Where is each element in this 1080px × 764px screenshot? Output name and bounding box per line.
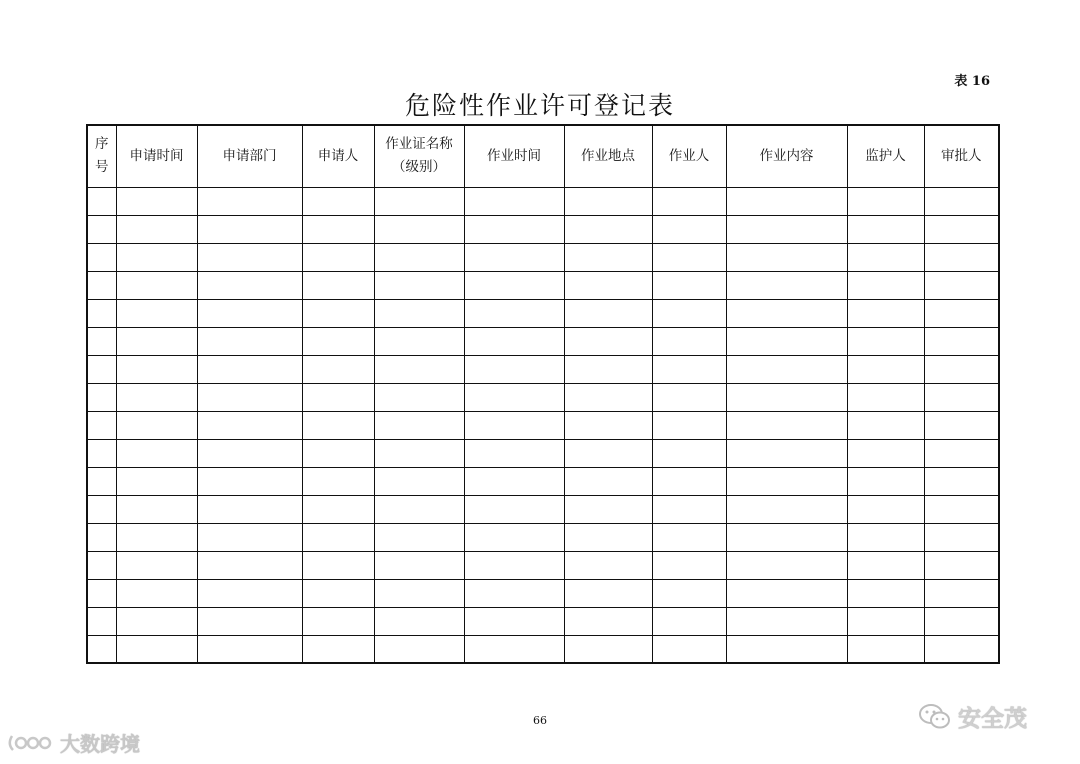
watermark-left	[8, 728, 140, 757]
cell-work-location	[564, 383, 652, 411]
cell-approver	[924, 355, 999, 383]
cell-applicant	[302, 495, 374, 523]
cell-applicant	[302, 579, 374, 607]
cell-work-content	[726, 523, 847, 551]
cell-permit-name	[374, 411, 464, 439]
cell-worker	[652, 579, 726, 607]
cell-seq	[87, 327, 116, 355]
cell-work-time	[464, 299, 564, 327]
cell-apply-dept	[197, 327, 302, 355]
cell-work-time	[464, 383, 564, 411]
cell-supervisor	[847, 635, 924, 663]
cell-work-time	[464, 495, 564, 523]
cell-work-time	[464, 439, 564, 467]
cell-work-content	[726, 355, 847, 383]
cell-work-location	[564, 271, 652, 299]
cell-work-location	[564, 607, 652, 635]
cell-seq	[87, 355, 116, 383]
cell-worker	[652, 299, 726, 327]
cell-worker	[652, 523, 726, 551]
cell-apply-dept	[197, 411, 302, 439]
cell-apply-time	[116, 411, 197, 439]
cell-applicant	[302, 551, 374, 579]
cell-work-time	[464, 271, 564, 299]
cell-supervisor	[847, 355, 924, 383]
cell-supervisor	[847, 607, 924, 635]
cell-permit-name	[374, 495, 464, 523]
cell-work-time	[464, 467, 564, 495]
watermark-right	[918, 700, 1027, 733]
header-worker: 作业人	[652, 125, 726, 187]
cell-approver	[924, 551, 999, 579]
cell-work-time	[464, 579, 564, 607]
cell-work-location	[564, 579, 652, 607]
table-body	[87, 187, 999, 663]
cell-worker	[652, 551, 726, 579]
cell-work-content	[726, 607, 847, 635]
cell-seq	[87, 411, 116, 439]
table-number: 表 16	[954, 74, 990, 89]
cell-permit-name	[374, 635, 464, 663]
hazardous-work-permit-table	[86, 124, 1000, 664]
cell-applicant	[302, 411, 374, 439]
cell-apply-time	[116, 243, 197, 271]
cell-apply-dept	[197, 215, 302, 243]
cell-seq	[87, 523, 116, 551]
table-row	[87, 607, 999, 635]
cell-work-location	[564, 635, 652, 663]
cell-apply-dept	[197, 355, 302, 383]
cell-seq	[87, 495, 116, 523]
cell-work-location	[564, 243, 652, 271]
cell-seq	[87, 187, 116, 215]
cell-work-location	[564, 411, 652, 439]
table-row	[87, 271, 999, 299]
cell-work-content	[726, 383, 847, 411]
header-supervisor: 监护人	[847, 125, 924, 187]
cell-work-content	[726, 551, 847, 579]
cell-apply-time	[116, 551, 197, 579]
table-row	[87, 495, 999, 523]
cell-apply-dept	[197, 271, 302, 299]
cell-approver	[924, 187, 999, 215]
cell-approver	[924, 439, 999, 467]
cell-apply-dept	[197, 551, 302, 579]
table-row	[87, 355, 999, 383]
cell-worker	[652, 411, 726, 439]
cell-supervisor	[847, 187, 924, 215]
cell-work-location	[564, 187, 652, 215]
cell-permit-name	[374, 439, 464, 467]
cell-approver	[924, 411, 999, 439]
cell-work-location	[564, 467, 652, 495]
table-row	[87, 187, 999, 215]
cell-supervisor	[847, 467, 924, 495]
cell-supervisor	[847, 579, 924, 607]
cell-work-time	[464, 355, 564, 383]
page-title: 危险性作业许可登记表	[404, 91, 675, 120]
cell-applicant	[302, 355, 374, 383]
header-permit-name	[374, 125, 464, 187]
cell-supervisor	[847, 551, 924, 579]
cell-permit-name	[374, 383, 464, 411]
cell-supervisor	[847, 327, 924, 355]
cell-supervisor	[847, 243, 924, 271]
cell-work-location	[564, 355, 652, 383]
cell-apply-dept	[197, 187, 302, 215]
cell-apply-time	[116, 523, 197, 551]
cell-seq	[87, 635, 116, 663]
table-row	[87, 523, 999, 551]
cell-work-content	[726, 467, 847, 495]
table-row	[87, 327, 999, 355]
cell-applicant	[302, 523, 374, 551]
table-row	[87, 635, 999, 663]
header-permit-name-line1: 作业证名称	[385, 136, 453, 153]
cell-work-content	[726, 187, 847, 215]
watermark-left-text: 大数跨境	[60, 732, 140, 756]
cell-worker	[652, 327, 726, 355]
cell-supervisor	[847, 411, 924, 439]
cell-worker	[652, 187, 726, 215]
cell-work-content	[726, 299, 847, 327]
header-approver: 审批人	[924, 125, 999, 187]
cell-seq	[87, 467, 116, 495]
cell-applicant	[302, 327, 374, 355]
cell-work-time	[464, 607, 564, 635]
header-apply-time: 申请时间	[116, 125, 197, 187]
cell-permit-name	[374, 271, 464, 299]
cell-supervisor	[847, 523, 924, 551]
cell-work-time	[464, 187, 564, 215]
cell-work-location	[564, 299, 652, 327]
cell-seq	[87, 579, 116, 607]
cell-apply-time	[116, 607, 197, 635]
cell-applicant	[302, 607, 374, 635]
cell-permit-name	[374, 523, 464, 551]
header-permit-name-line2: （级别）	[392, 159, 446, 176]
cell-work-content	[726, 271, 847, 299]
cell-work-time	[464, 523, 564, 551]
cell-worker	[652, 607, 726, 635]
cell-work-location	[564, 495, 652, 523]
table-row	[87, 439, 999, 467]
cell-permit-name	[374, 607, 464, 635]
cell-permit-name	[374, 187, 464, 215]
cell-supervisor	[847, 299, 924, 327]
table-row	[87, 411, 999, 439]
cell-seq	[87, 607, 116, 635]
cell-approver	[924, 495, 999, 523]
cell-worker	[652, 495, 726, 523]
cell-approver	[924, 271, 999, 299]
cell-worker	[652, 243, 726, 271]
page-number: 66	[533, 714, 547, 727]
cell-apply-time	[116, 467, 197, 495]
cell-apply-time	[116, 327, 197, 355]
cell-seq	[87, 271, 116, 299]
cell-permit-name	[374, 579, 464, 607]
cell-approver	[924, 327, 999, 355]
header-work-time: 作业时间	[464, 125, 564, 187]
header-apply-dept: 申请部门	[197, 125, 302, 187]
cell-worker	[652, 439, 726, 467]
cell-apply-time	[116, 635, 197, 663]
cell-apply-dept	[197, 383, 302, 411]
cell-applicant	[302, 271, 374, 299]
cell-approver	[924, 523, 999, 551]
cell-supervisor	[847, 495, 924, 523]
cell-permit-name	[374, 299, 464, 327]
cell-apply-dept	[197, 523, 302, 551]
cell-supervisor	[847, 215, 924, 243]
cell-supervisor	[847, 383, 924, 411]
cell-work-time	[464, 243, 564, 271]
cell-work-content	[726, 327, 847, 355]
watermark-right-text: 安全茂	[958, 706, 1027, 732]
cell-applicant	[302, 635, 374, 663]
cell-applicant	[302, 467, 374, 495]
cell-apply-dept	[197, 299, 302, 327]
cell-work-time	[464, 411, 564, 439]
cell-apply-time	[116, 187, 197, 215]
cell-apply-dept	[197, 495, 302, 523]
cell-approver	[924, 383, 999, 411]
cell-work-content	[726, 411, 847, 439]
cell-seq	[87, 243, 116, 271]
cell-apply-time	[116, 439, 197, 467]
cell-apply-time	[116, 215, 197, 243]
cell-permit-name	[374, 215, 464, 243]
cell-work-content	[726, 243, 847, 271]
cell-applicant	[302, 299, 374, 327]
table-row	[87, 467, 999, 495]
cell-approver	[924, 215, 999, 243]
cell-work-location	[564, 327, 652, 355]
cell-work-content	[726, 579, 847, 607]
cell-work-location	[564, 215, 652, 243]
wechat-icon	[918, 702, 952, 732]
cell-supervisor	[847, 271, 924, 299]
cell-worker	[652, 271, 726, 299]
table-row	[87, 551, 999, 579]
cell-apply-time	[116, 299, 197, 327]
cell-approver	[924, 243, 999, 271]
cell-permit-name	[374, 327, 464, 355]
cell-seq	[87, 299, 116, 327]
cell-work-content	[726, 439, 847, 467]
cell-applicant	[302, 383, 374, 411]
cell-approver	[924, 607, 999, 635]
cell-apply-time	[116, 355, 197, 383]
cell-work-time	[464, 215, 564, 243]
header-work-content: 作业内容	[726, 125, 847, 187]
header-seq-line2: 号	[95, 159, 109, 176]
header-seq	[87, 125, 116, 187]
table-row	[87, 383, 999, 411]
cell-permit-name	[374, 355, 464, 383]
cell-work-location	[564, 439, 652, 467]
cell-apply-time	[116, 579, 197, 607]
cell-work-time	[464, 551, 564, 579]
cell-approver	[924, 579, 999, 607]
cell-work-content	[726, 635, 847, 663]
cell-applicant	[302, 439, 374, 467]
cell-applicant	[302, 187, 374, 215]
cell-supervisor	[847, 439, 924, 467]
cell-work-location	[564, 551, 652, 579]
cell-worker	[652, 355, 726, 383]
cell-apply-dept	[197, 579, 302, 607]
table-row	[87, 215, 999, 243]
cell-worker	[652, 215, 726, 243]
brand-logo-icon	[8, 732, 54, 754]
cell-approver	[924, 635, 999, 663]
cell-permit-name	[374, 467, 464, 495]
cell-work-time	[464, 327, 564, 355]
header-applicant: 申请人	[302, 125, 374, 187]
cell-seq	[87, 215, 116, 243]
table-row	[87, 579, 999, 607]
cell-applicant	[302, 215, 374, 243]
cell-seq	[87, 439, 116, 467]
cell-apply-dept	[197, 439, 302, 467]
cell-applicant	[302, 243, 374, 271]
cell-seq	[87, 551, 116, 579]
cell-permit-name	[374, 243, 464, 271]
cell-work-content	[726, 215, 847, 243]
cell-apply-time	[116, 383, 197, 411]
cell-apply-dept	[197, 635, 302, 663]
table-header-row	[87, 125, 999, 187]
cell-work-time	[464, 635, 564, 663]
header-seq-line1: 序	[95, 136, 109, 153]
table-row	[87, 299, 999, 327]
cell-worker	[652, 467, 726, 495]
cell-worker	[652, 383, 726, 411]
cell-work-content	[726, 495, 847, 523]
cell-seq	[87, 383, 116, 411]
cell-work-location	[564, 523, 652, 551]
cell-permit-name	[374, 551, 464, 579]
table-row	[87, 243, 999, 271]
cell-apply-dept	[197, 607, 302, 635]
cell-worker	[652, 635, 726, 663]
cell-apply-dept	[197, 467, 302, 495]
cell-apply-time	[116, 495, 197, 523]
cell-apply-dept	[197, 243, 302, 271]
cell-apply-time	[116, 271, 197, 299]
header-work-location: 作业地点	[564, 125, 652, 187]
cell-approver	[924, 467, 999, 495]
cell-approver	[924, 299, 999, 327]
